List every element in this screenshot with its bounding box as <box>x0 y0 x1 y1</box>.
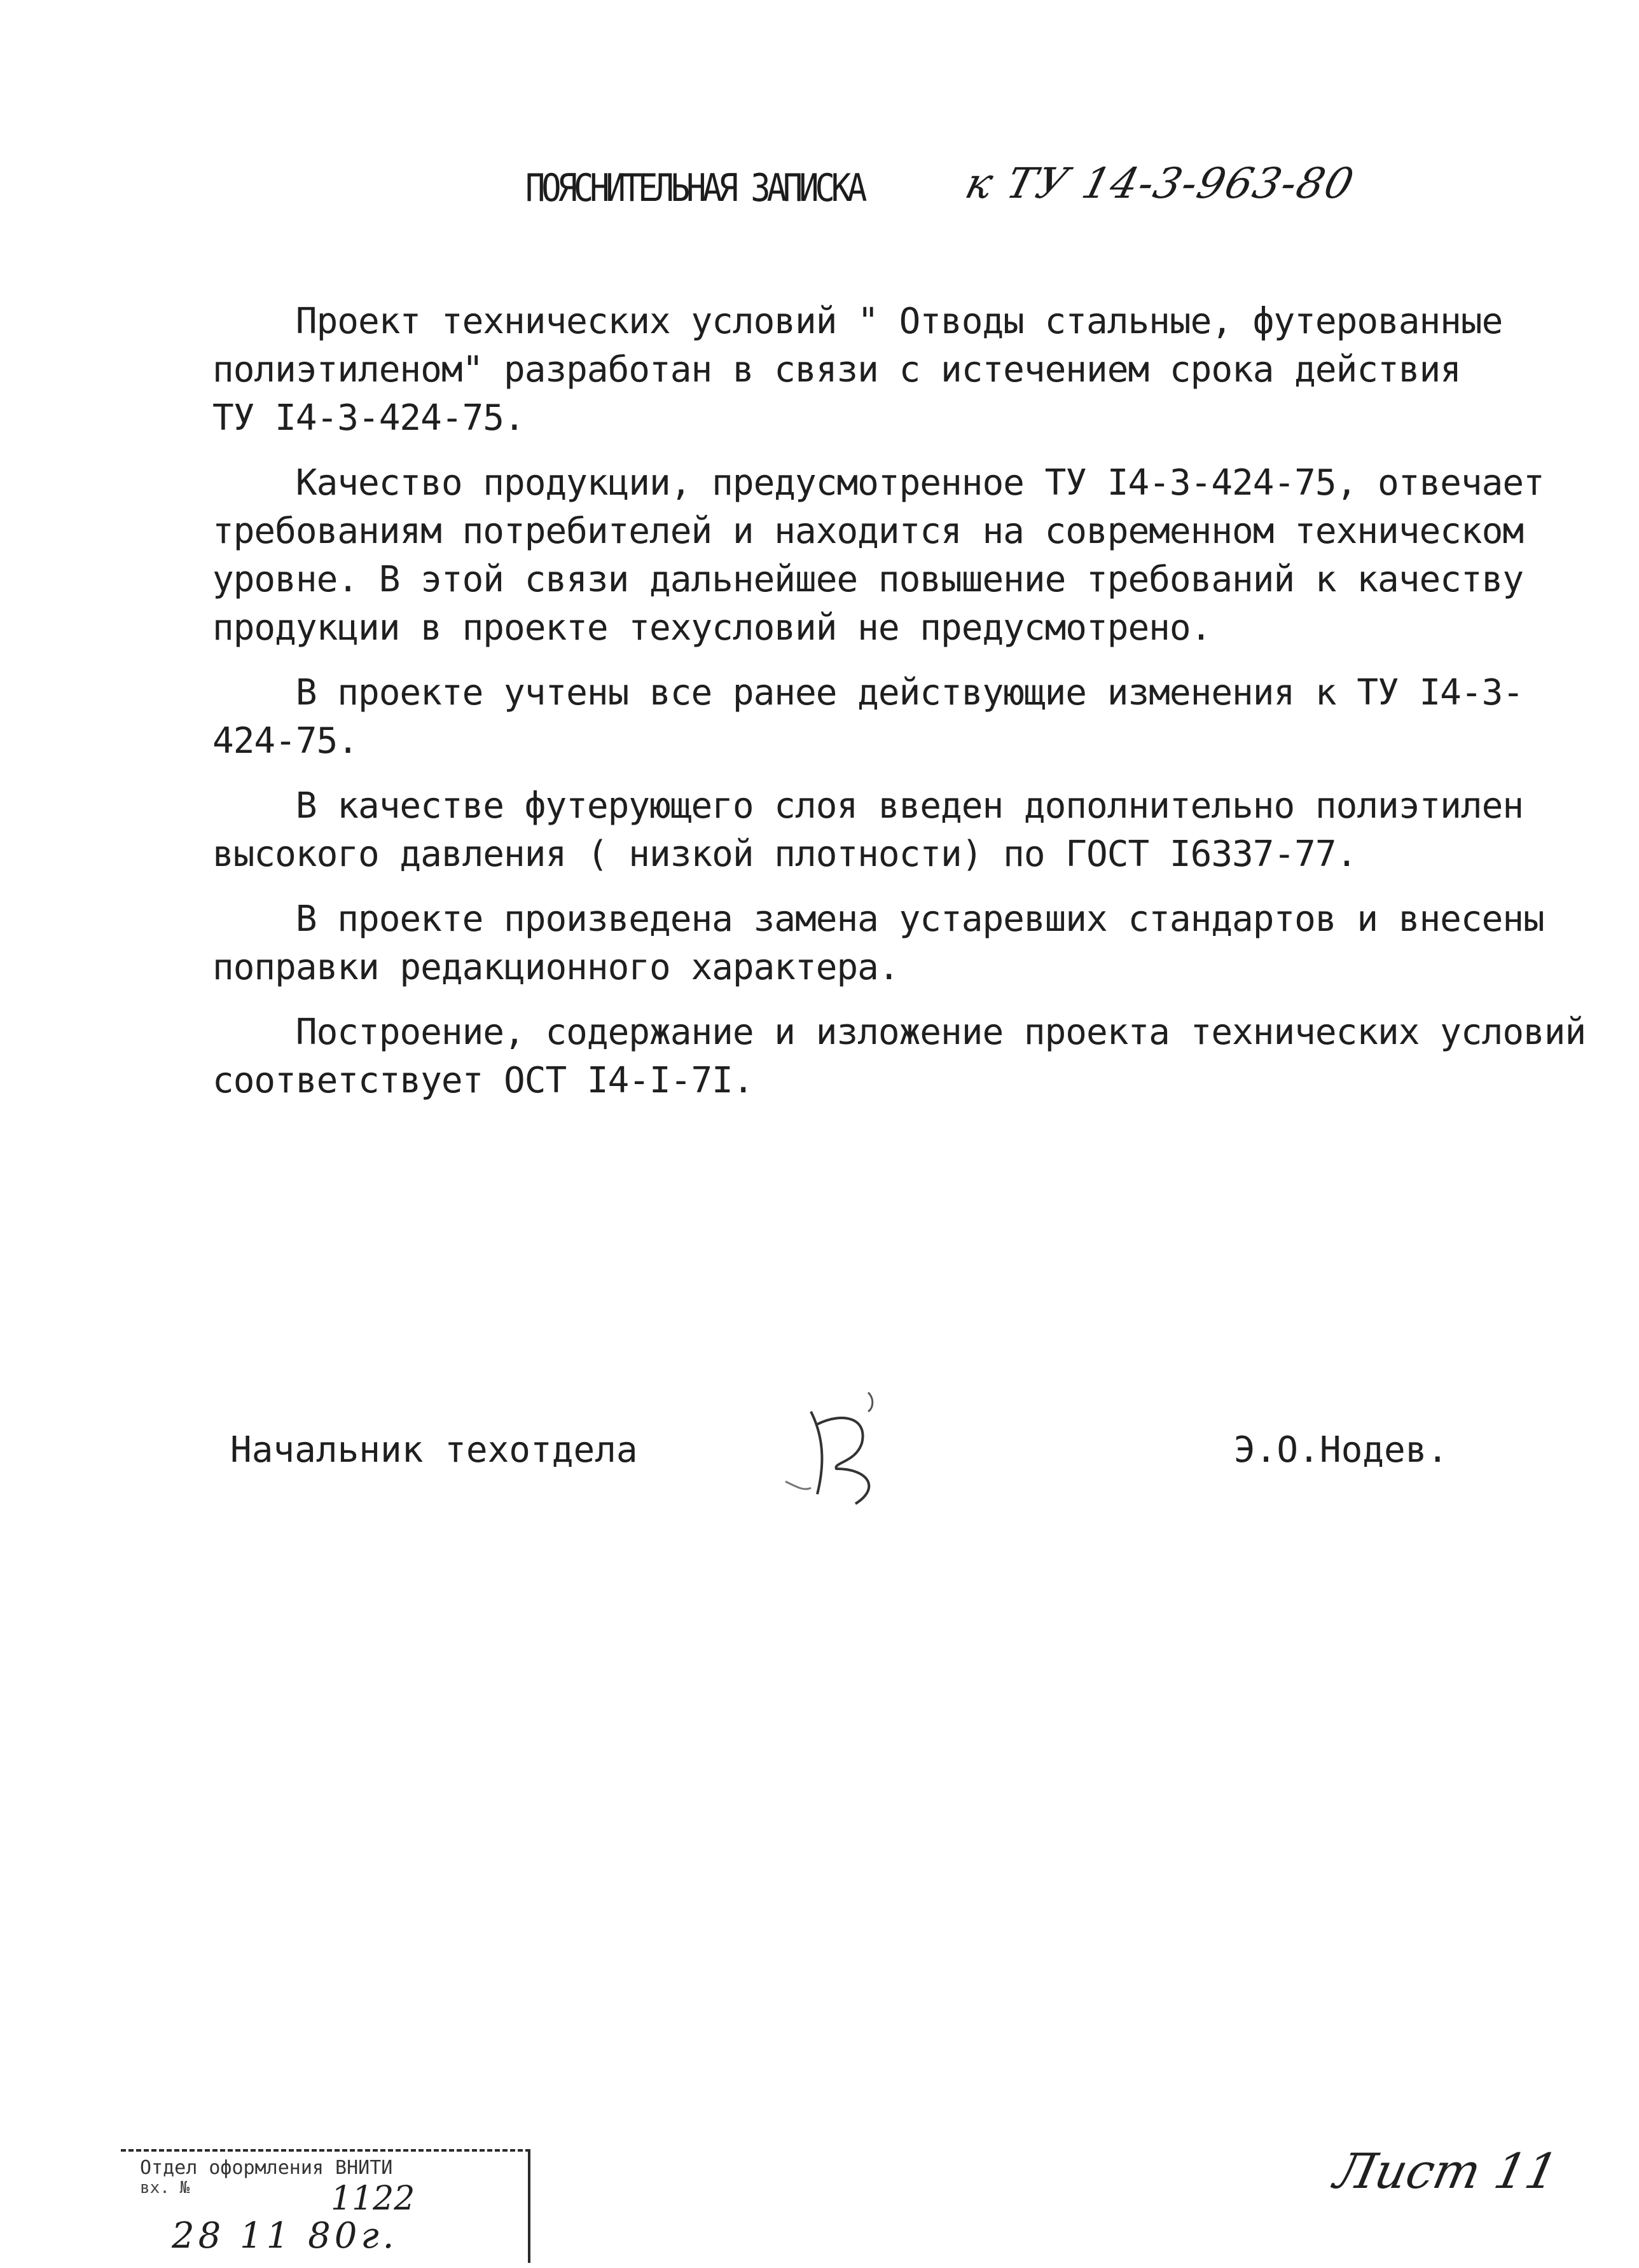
paragraph-2 <box>212 459 1554 652</box>
text-line: продукции в проекте техусловий не предусмотрено. <box>212 607 1212 649</box>
text-line: В проекте произведена замена устаревших стандартов и внесены <box>212 898 1544 940</box>
text-line: 424-75. <box>212 720 359 762</box>
paragraph-6 <box>212 1008 1586 1105</box>
text-line: требованиям потребителей и находится на современном техническом <box>212 511 1524 552</box>
text-line: Построение, содержание и изложение проекта технических условий <box>212 1012 1586 1053</box>
stamp-number-label: вх. № <box>140 2178 190 2197</box>
paragraph-3 <box>212 669 1554 766</box>
text-line: уровне. В этой связи дальнейшее повышение требований к качеству <box>212 559 1524 600</box>
text-line: полиэтиленом" разработан в связи с истечением срока действия <box>212 349 1461 390</box>
sheet-number: Лист 11 <box>1329 2143 1563 2199</box>
paragraph-5 <box>212 895 1554 992</box>
text-line: Проект технических условий " Отводы стальные, футерованные <box>212 301 1503 342</box>
text-line: соответствует ОСТ I4-I-7I. <box>212 1060 754 1101</box>
explanatory-text <box>212 298 1586 1122</box>
stamp-handwritten-date: 28 11 80г. <box>172 2215 398 2257</box>
document-title: ПОЯСНИТЕЛЬНАЯ ЗАПИСКА <box>525 167 864 210</box>
signatory-name: Э.О.Нодев. <box>1234 1429 1449 1471</box>
text-line: В проекте учтены все ранее действующие изменения к ТУ I4-3- <box>212 672 1524 713</box>
stamp-organization: Отдел оформления ВНИТИ <box>140 2157 393 2179</box>
registration-stamp <box>121 2149 530 2263</box>
paragraph-4 <box>212 782 1554 879</box>
text-line: В качестве футерующего слоя введен дополнительно полиэтилен <box>212 785 1524 827</box>
stamp-handwritten-number: 1122 <box>331 2180 415 2218</box>
text-line: высокого давления ( низкой плотности) по ГОСТ I6337-77. <box>212 834 1357 875</box>
text-line: поправки редакционного характера. <box>212 947 899 988</box>
signatory-position: Начальник техотдела <box>230 1429 638 1471</box>
text-line: Качество продукции, предусмотренное ТУ I4-3-424-75, отвечает <box>212 462 1544 504</box>
handwritten-title-reference: к ТУ 14-3-963-80 <box>960 159 1360 208</box>
text-line: ТУ I4-3-424-75. <box>212 397 525 439</box>
paragraph-1 <box>212 298 1554 443</box>
handwritten-signature <box>773 1386 913 1513</box>
